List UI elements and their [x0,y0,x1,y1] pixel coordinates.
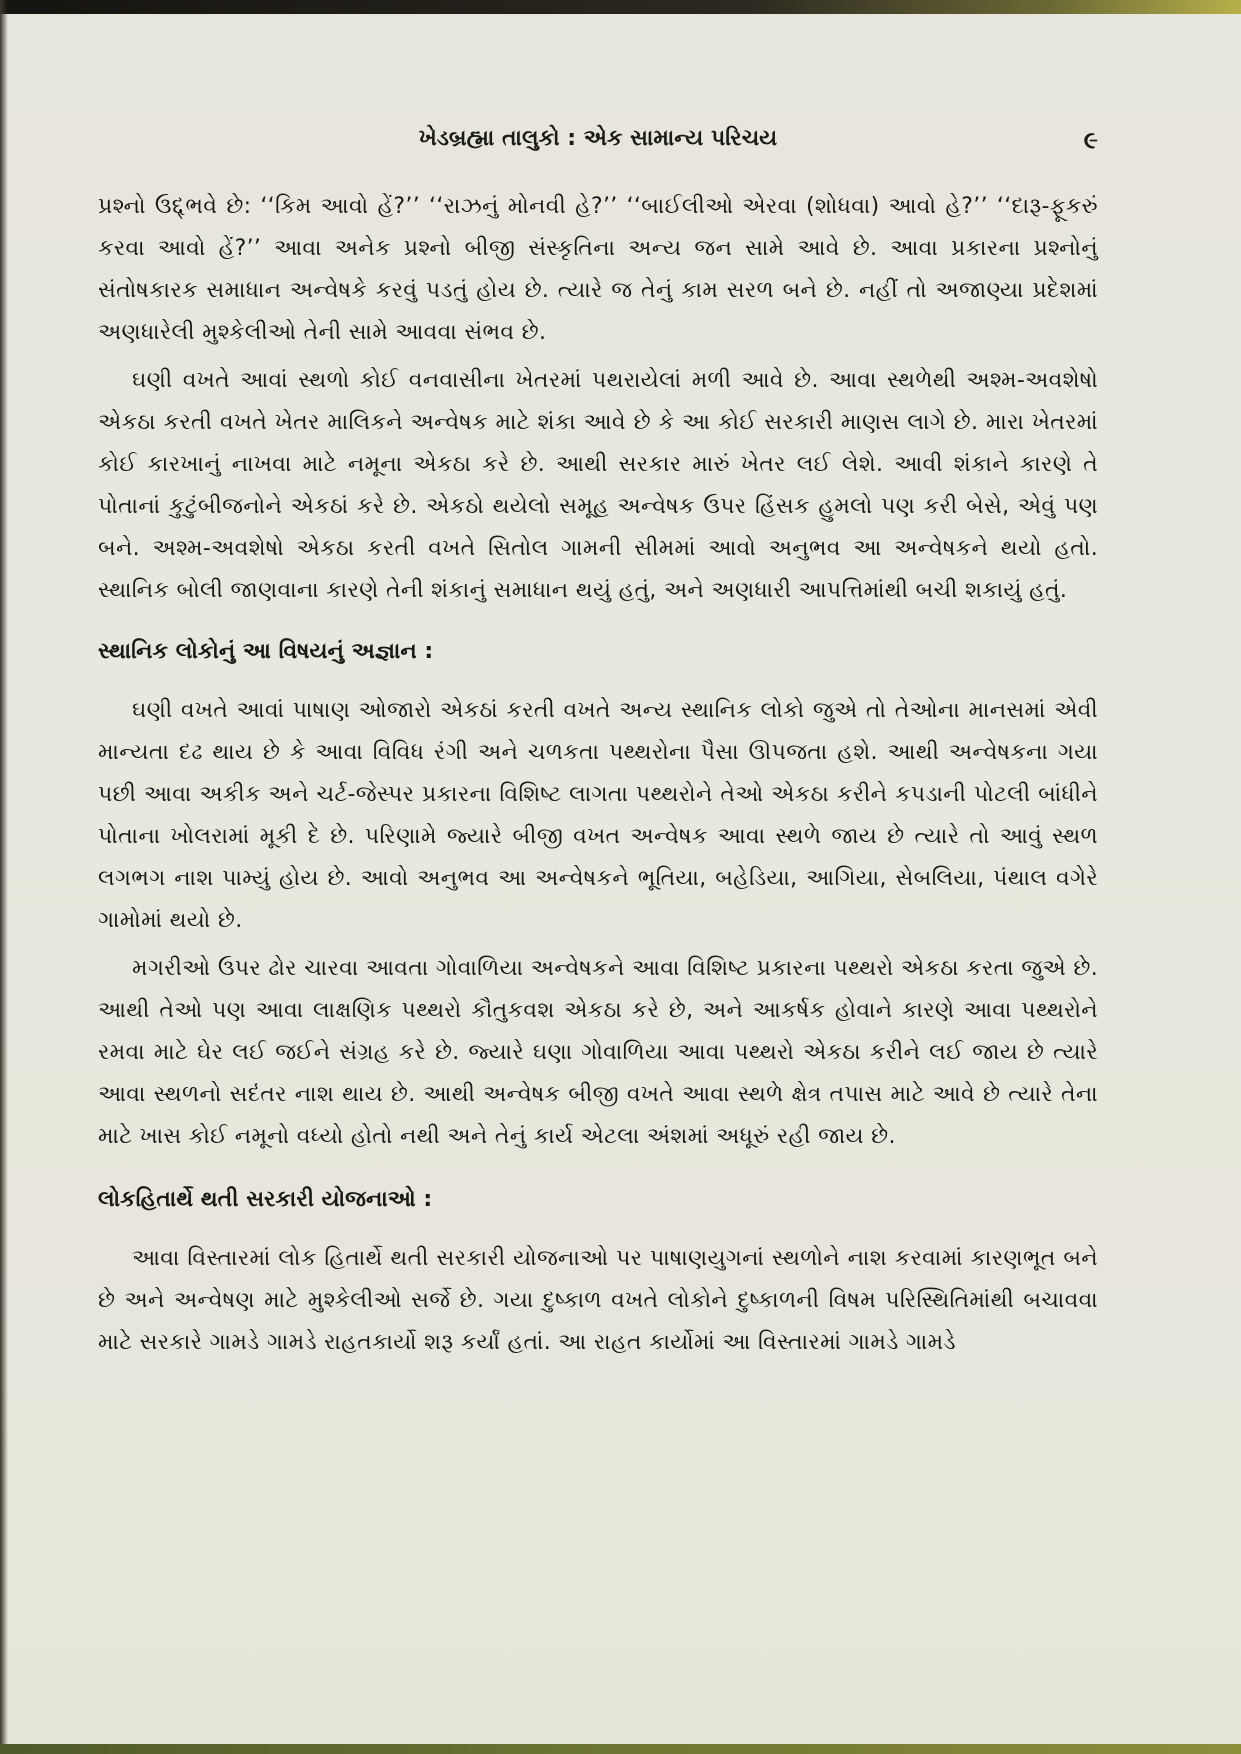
page-bottom-edge [0,1744,1241,1754]
paragraph-5: આવા વિસ્તારમાં લોક હિતાર્થે થતી સરકારી યોજનાઓ પર પાષાણયુગનાં સ્થળોને નાશ કરવામાં કારણભૂત બને છે અને અન્વેષણ માટે મુશ્કેલીઓ સર્જે છે. ગયા દુષ્કાળ વખતે લોકોને દુષ્કાળની વિષમ પરિસ્થિતિમાંથી બચાવવા માટે સરકારે ગામડે ગામડે રાહતકાર્યો શરૂ કર્યાં હતાં. આ રાહત કાર્યોમાં આ વિસ્તારમાં ગામડે ગામડે [98,1246,1098,1355]
page-number: ૯ [1083,126,1098,154]
page-header [98,126,1098,166]
paragraph-4: મગરીઓ ઉપર ઢોર ચારવા આવતા ગોવાળિયા અન્વેષકને આવા વિશિષ્ટ પ્રકારના પથ્થરો એકઠા કરતા જુએ છે. આથી તેઓ પણ આવા લાક્ષણિક પથ્થરો કૌતુકવશ એકઠા કરે છે, અને આકર્ષક હોવાને કારણે આવા પથ્થરોને રમવા માટે ઘેર લઈ જઈને સંગ્રહ કરે છે. જ્યારે ઘણા ગોવાળિયા આવા પથ્થરો એકઠા કરીને લઈ જાય છે ત્યારે આવા સ્થળનો સદંતર નાશ થાય છે. આથી અન્વેષક બીજી વખતે આવા સ્થળે ક્ષેત્ર તપાસ માટે આવે છે ત્યારે તેના માટે ખાસ કોઈ નમૂનો વધ્યો હોતો નથી અને તેનું કાર્ય એટલા અંશમાં અધૂરું રહી જાય છે. [98,956,1098,1149]
paragraph-1: પ્રશ્નો ઉદ્દ્ભવે છે: ‘‘કિમ આવો હેં?’’ ‘‘રાઝનું મોનવી હે?’’ ‘‘બાઈલીઓ એરવા (શોધવા) આવો હે?’’ ‘‘દારૂ-ફૂકરું કરવા આવો હેં?’’ આવા અનેક પ્રશ્નો બીજી સંસ્કૃતિના અન્ય જન સામે આવે છે. આવા પ્રકારના પ્રશ્નોનું સંતોષકારક સમાધાન અન્વેષકે કરવું પડતું હોય છે. ત્યારે જ તેનું કામ સરળ બને છે. નહીં તો અજાણ્યા પ્રદેશમાં અણધારેલી મુશ્કેલીઓ તેની સામે આવવા સંભવ છે. [98,194,1098,345]
page-left-shadow [0,0,8,1754]
page-top-shadow [0,0,1241,14]
paragraph-3: ઘણી વખતે આવાં પાષાણ ઓજારો એકઠાં કરતી વખતે અન્ય સ્થાનિક લોકો જુએ તો તેઓના માનસમાં એવી માન્યતા દઢ થાય છે કે આવા વિવિધ રંગી અને ચળકતા પથ્થરોના પૈસા ઊપજતા હશે. આથી અન્વેષકના ગયા પછી આવા અકીક અને ચર્ટ-જેસ્પર પ્રકારના વિશિષ્ટ લાગતા પથ્થરોને તેઓ એકઠા કરીને કપડાની પોટલી બાંધીને પોતાના ખોલરામાં મૂકી દે છે. પરિણામે જ્યારે બીજી વખત અન્વેષક આવા સ્થળે જાય છે ત્યારે તો આવું સ્થળ લગભગ નાશ પામ્યું હોય છે. આવો અનુભવ આ અન્વેષકને ભૂતિયા, બહેડિયા, આગિયા, સેબલિયા, પંથાલ વગેરે ગામોમાં થયો છે. [98,698,1098,933]
running-title: ખેડબ્રહ્મા તાલુકો : એક સામાન્ય પરિચય [418,126,778,151]
section-heading-local-ignorance: સ્થાનિક લોકોનું આ વિષયનું અજ્ઞાન : [98,639,434,664]
paragraph-2: ઘણી વખતે આવાં સ્થળો કોઈ વનવાસીના ખેતરમાં પથરાયેલાં મળી આવે છે. આવા સ્થળેથી અશ્મ-અવશેષો એકઠા કરતી વખતે ખેતર માલિકને અન્વેષક માટે શંકા આવે છે કે આ કોઈ સરકારી માણસ લાગે છે. મારા ખેતરમાં કોઈ કારખાનું નાખવા માટે નમૂના એકઠા કરે છે. આથી સરકાર મારું ખેતર લઈ લેશે. આવી શંકાને કારણે તે પોતાનાં કુટુંબીજનોને એકઠાં કરે છે. એકઠો થયેલો સમૂહ અન્વેષક ઉપર હિંસક હુમલો પણ કરી બેસે, એવું પણ બને. અશ્મ-અવશેષો એકઠા કરતી વખતે સિતોલ ગામની સીમમાં આવો અનુભવ આ અન્વેષકને થયો હતો. સ્થાનિક બોલી જાણવાના કારણે તેની શંકાનું સમાધાન થયું હતું, અને અણધારી આપત્તિમાંથી બચી શકાયું હતું. [98,368,1098,603]
body-text [98,186,1098,1364]
section-heading-government-schemes: લોકહિતાર્થે થતી સરકારી યોજનાઓ : [98,1187,433,1212]
